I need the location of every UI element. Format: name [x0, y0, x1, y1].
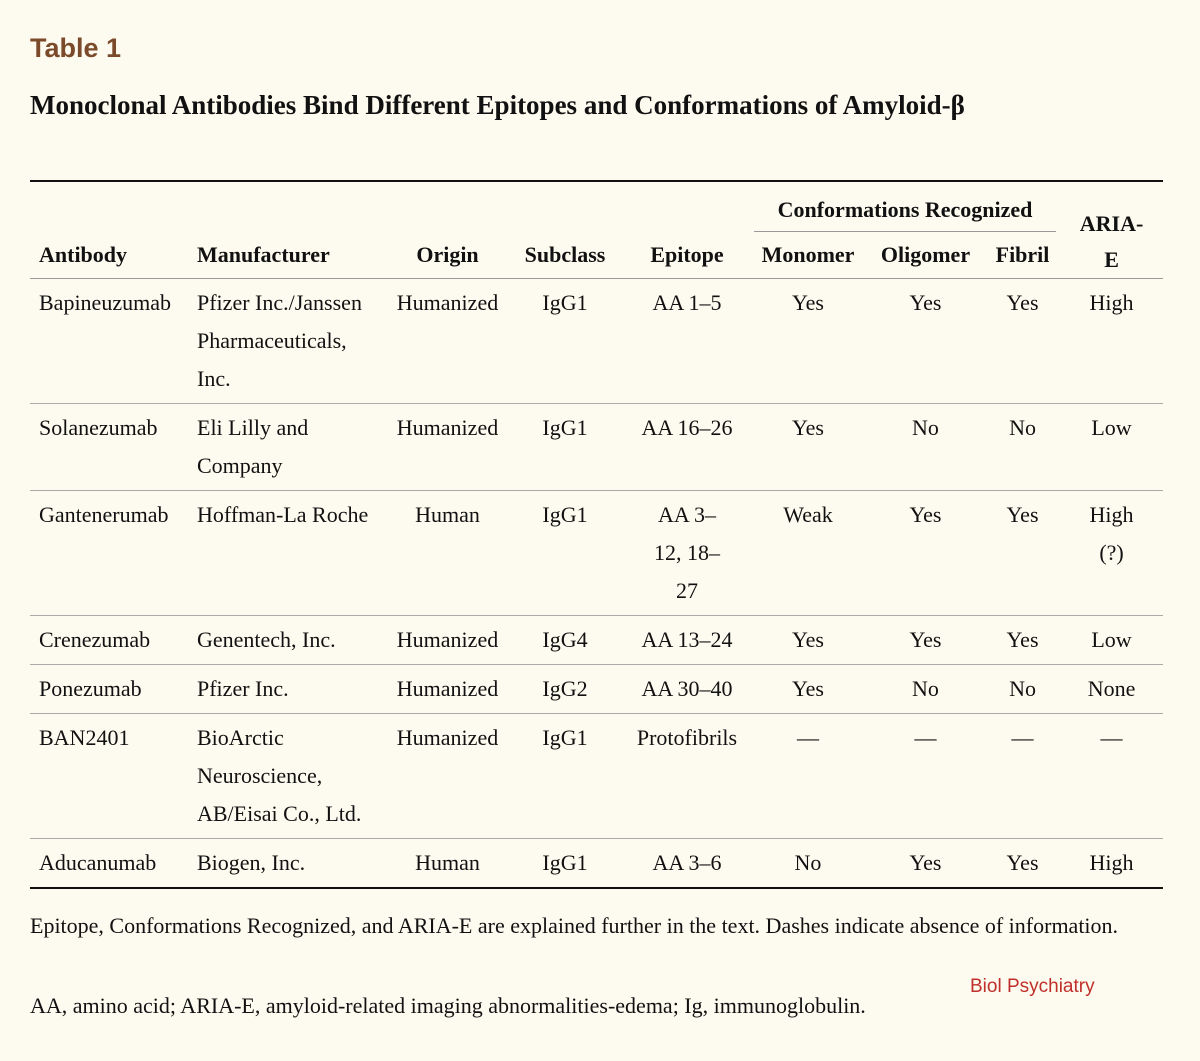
cell-aria-e: Low — [1060, 616, 1163, 665]
cell-manufacturer: Eli Lilly and Company — [193, 404, 389, 491]
cell-monomer: Yes — [750, 616, 866, 665]
col-header-manufacturer: Manufacturer — [193, 232, 389, 279]
header-spacer — [30, 181, 750, 232]
cell-origin: Humanized — [389, 616, 506, 665]
cell-antibody: Ponezumab — [30, 665, 193, 714]
cell-epitope: AA 1–5 — [624, 279, 750, 404]
cell-manufacturer: Pfizer Inc. — [193, 665, 389, 714]
cell-antibody: Solanezumab — [30, 404, 193, 491]
aria-e-header — [1060, 181, 1163, 279]
cell-oligomer: — — [866, 714, 985, 839]
table-row — [30, 714, 1163, 839]
col-header-epitope: Epitope — [624, 232, 750, 279]
cell-epitope: AA 30–40 — [624, 665, 750, 714]
cell-epitope: AA 16–26 — [624, 404, 750, 491]
cell-oligomer: Yes — [866, 491, 985, 616]
cell-aria-e: Low — [1060, 404, 1163, 491]
cell-oligomer: Yes — [866, 616, 985, 665]
table-row — [30, 616, 1163, 665]
cell-antibody: Aducanumab — [30, 839, 193, 889]
cell-subclass: IgG1 — [506, 279, 624, 404]
antibody-table-container — [30, 180, 1163, 889]
cell-manufacturer: Hoffman-La Roche — [193, 491, 389, 616]
cell-origin: Humanized — [389, 665, 506, 714]
cell-oligomer: No — [866, 665, 985, 714]
cell-monomer: Yes — [750, 404, 866, 491]
aria-e-header-line1: ARIA- — [1079, 211, 1144, 236]
col-header-antibody: Antibody — [30, 232, 193, 279]
cell-fibril: No — [985, 404, 1060, 491]
cell-aria-e: High — [1060, 279, 1163, 404]
table-title: Monoclonal Antibodies Bind Different Epitopes and Conformations of Amyloid-β — [30, 90, 965, 120]
cell-monomer: No — [750, 839, 866, 889]
table-header — [30, 181, 1163, 279]
table-label: Table 1 — [30, 33, 122, 63]
cell-aria-e: High (?) — [1060, 491, 1163, 616]
cell-subclass: IgG4 — [506, 616, 624, 665]
table-row — [30, 839, 1163, 889]
cell-antibody: BAN2401 — [30, 714, 193, 839]
cell-monomer: Weak — [750, 491, 866, 616]
col-header-subclass: Subclass — [506, 232, 624, 279]
cell-origin: Human — [389, 839, 506, 889]
table-row — [30, 665, 1163, 714]
cell-manufacturer: Biogen, Inc. — [193, 839, 389, 889]
cell-origin: Human — [389, 491, 506, 616]
cell-fibril: — — [985, 714, 1060, 839]
cell-epitope: AA 13–24 — [624, 616, 750, 665]
conformations-header-cell — [750, 181, 1060, 232]
cell-fibril: Yes — [985, 839, 1060, 889]
cell-epitope: AA 3–12, 18–27 — [624, 491, 750, 616]
cell-origin: Humanized — [389, 714, 506, 839]
cell-aria-e: None — [1060, 665, 1163, 714]
conformations-recognized-header: Conformations Recognized — [754, 195, 1056, 232]
cell-epitope: Protofibrils — [624, 714, 750, 839]
cell-subclass: IgG1 — [506, 404, 624, 491]
cell-monomer: — — [750, 714, 866, 839]
cell-origin: Humanized — [389, 279, 506, 404]
cell-aria-e: — — [1060, 714, 1163, 839]
cell-fibril: Yes — [985, 616, 1060, 665]
cell-oligomer: No — [866, 404, 985, 491]
table-row — [30, 491, 1163, 616]
table-body — [30, 279, 1163, 889]
antibody-table — [30, 180, 1163, 889]
cell-fibril: Yes — [985, 279, 1060, 404]
cell-monomer: Yes — [750, 665, 866, 714]
cell-manufacturer: Genentech, Inc. — [193, 616, 389, 665]
col-header-monomer: Monomer — [750, 232, 866, 279]
cell-epitope: AA 3–6 — [624, 839, 750, 889]
table-row — [30, 404, 1163, 491]
cell-monomer: Yes — [750, 279, 866, 404]
footnote-explanation: Epitope, Conformations Recognized, and ARIA-E are explained further in the text. Dashes indicate absence of information. — [30, 913, 1119, 938]
col-header-origin: Origin — [389, 232, 506, 279]
cell-manufacturer: Pfizer Inc./Janssen Pharmaceuticals, Inc. — [193, 279, 389, 404]
cell-aria-e: High — [1060, 839, 1163, 889]
cell-manufacturer: BioArctic Neuroscience, AB/Eisai Co., Ltd. — [193, 714, 389, 839]
col-header-fibril: Fibril — [985, 232, 1060, 279]
table-row — [30, 279, 1163, 404]
footnote-abbreviations: AA, amino acid; ARIA-E, amyloid-related imaging abnormalities-edema; Ig, immunoglobulin. — [30, 993, 866, 1018]
cell-subclass: IgG1 — [506, 714, 624, 839]
cell-antibody: Bapineuzumab — [30, 279, 193, 404]
cell-subclass: IgG1 — [506, 491, 624, 616]
col-header-oligomer: Oligomer — [866, 232, 985, 279]
cell-subclass: IgG2 — [506, 665, 624, 714]
cell-origin: Humanized — [389, 404, 506, 491]
aria-e-header-line2: E — [1104, 247, 1119, 272]
journal-name: Biol Psychiatry — [970, 976, 1095, 997]
cell-antibody: Crenezumab — [30, 616, 193, 665]
cell-fibril: Yes — [985, 491, 1060, 616]
cell-oligomer: Yes — [866, 839, 985, 889]
cell-antibody: Gantenerumab — [30, 491, 193, 616]
cell-fibril: No — [985, 665, 1060, 714]
cell-oligomer: Yes — [866, 279, 985, 404]
cell-subclass: IgG1 — [506, 839, 624, 889]
